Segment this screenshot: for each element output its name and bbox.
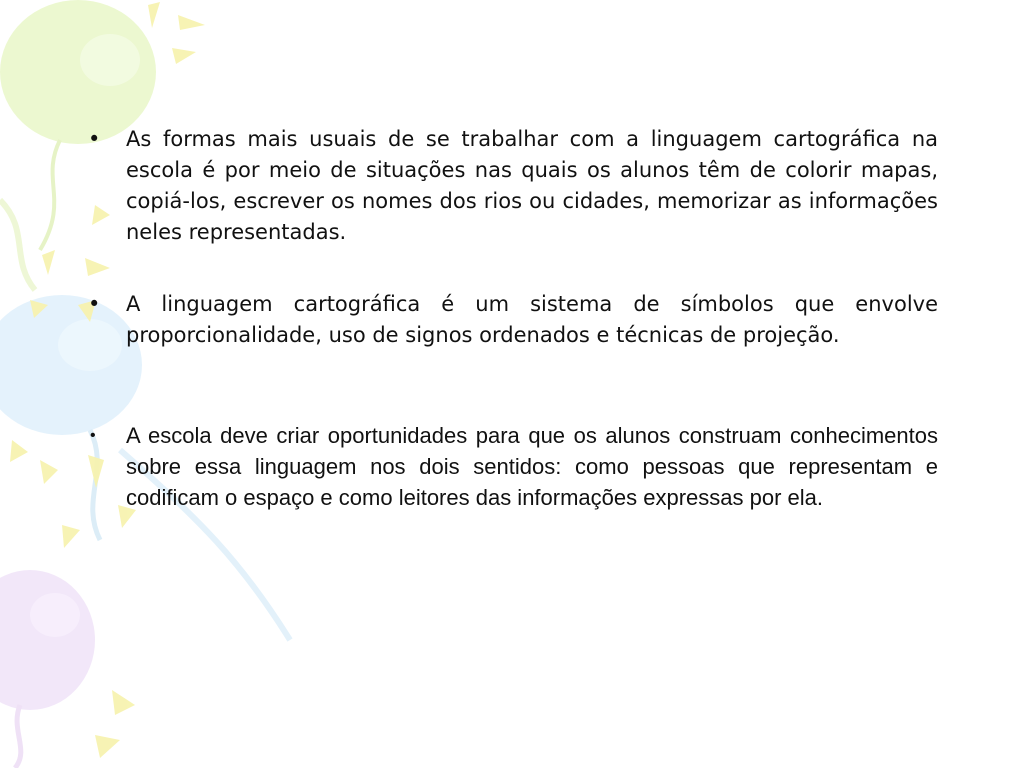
bullet-item-3 — [86, 420, 938, 513]
bullet-dot: • — [88, 127, 101, 151]
bullet-list — [86, 124, 938, 513]
bullet-item-1 — [86, 124, 938, 248]
bullet-text: A escola deve criar oportunidades para que os alunos construam conhecimentos sobre essa linguagem nos dois sentidos: como pessoas que representam e codificam o espaço e como leitores das informações expressas por ela. — [126, 423, 938, 510]
balloon-icon — [0, 570, 95, 768]
bullet-text: A linguagem cartográfica é um sistema de símbolos que envolve proporcionalidade, uso de signos ordenados e técnicas de projeção. — [126, 292, 938, 347]
bullet-dot: • — [90, 427, 96, 444]
bullet-dot: • — [88, 292, 101, 316]
bullet-item-2 — [86, 289, 938, 351]
bullet-text: As formas mais usuais de se trabalhar com a linguagem cartográfica na escola é por meio de situações nas quais os alunos têm de colorir mapas, copiá-los, escrever os nomes dos rios ou cidades, memorizar as informações neles representadas. — [126, 127, 938, 244]
